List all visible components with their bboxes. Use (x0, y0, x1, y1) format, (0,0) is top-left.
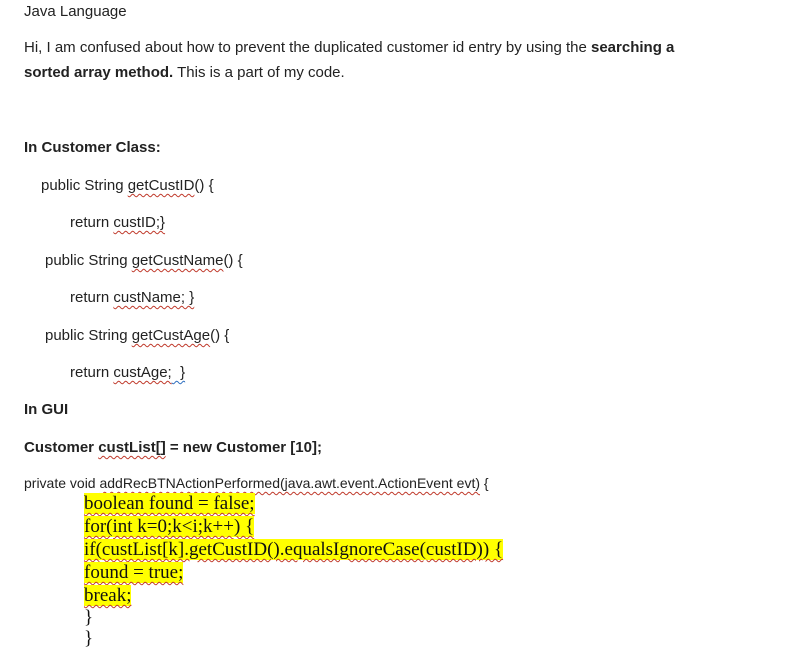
return-custage-name: custAge; (113, 364, 172, 381)
code-line-4 (84, 562, 183, 584)
getcustname-name: getCustName (131, 252, 224, 269)
method-post: { (480, 475, 489, 491)
code-line-7 (84, 628, 93, 650)
getcustname-pre: public String (45, 252, 132, 269)
method-pre: private void (24, 475, 100, 491)
return-custname-name: custName; } (113, 289, 195, 306)
code-line-4-text: found = true; (84, 562, 184, 583)
code-line-2 (84, 516, 254, 538)
method-name: addRecBTNActionPerformed(java.awt.event.ActionEvent evt) (99, 475, 480, 491)
getcustage-name: getCustAge (131, 327, 211, 344)
decl-pre: Customer (24, 439, 99, 456)
return-custage-line (70, 363, 185, 383)
getcustid-pre: public String (41, 177, 128, 194)
return-custage-post: } (171, 364, 186, 381)
gui-heading: In GUI (24, 401, 69, 418)
code-line-5 (84, 585, 131, 607)
code-line-1 (84, 493, 255, 515)
return-custid-pre: return (70, 214, 114, 231)
return-custname-line (70, 288, 194, 308)
question-bold-1: searching a (591, 39, 675, 56)
return-custid-line (70, 213, 165, 233)
getcustname-post: () { (223, 252, 243, 269)
return-custid-name: custID;} (113, 214, 166, 231)
document-title: Java Language (24, 3, 127, 20)
code-line-5-text: break; (84, 585, 132, 606)
decl-name: custList[] (98, 439, 166, 456)
getcustage-pre: public String (45, 327, 132, 344)
code-line-7-text: } (84, 628, 94, 649)
question-pre: Hi, I am confused about how to prevent the duplicated customer id entry by using the (24, 39, 591, 56)
decl-post: = new Customer [10]; (165, 439, 322, 456)
getcustage-line (45, 326, 229, 346)
getcustid-line (41, 176, 214, 196)
code-line-6 (84, 607, 93, 629)
code-line-1-text: boolean found = false; (84, 493, 255, 514)
return-custage-pre: return (70, 364, 114, 381)
custlist-declaration (24, 438, 322, 458)
method-signature (24, 473, 489, 493)
code-line-2-text: for(int k=0;k<i;k++) { (84, 516, 255, 537)
question-line-1 (24, 38, 674, 58)
code-line-6-text: } (84, 607, 94, 628)
question-line-2 (24, 63, 345, 83)
question-post: This is a part of my code. (173, 64, 345, 81)
code-line-3 (84, 539, 503, 561)
getcustname-line (45, 251, 243, 271)
question-bold-2: sorted array method. (24, 64, 174, 81)
customer-class-heading: In Customer Class: (24, 139, 161, 156)
getcustid-name: getCustID (127, 177, 195, 194)
return-custname-pre: return (70, 289, 114, 306)
getcustage-post: () { (210, 327, 230, 344)
code-line-3-text: if(custList[k].getCustID().equalsIgnoreCase(custID)) { (84, 539, 504, 560)
getcustid-post: () { (194, 177, 214, 194)
